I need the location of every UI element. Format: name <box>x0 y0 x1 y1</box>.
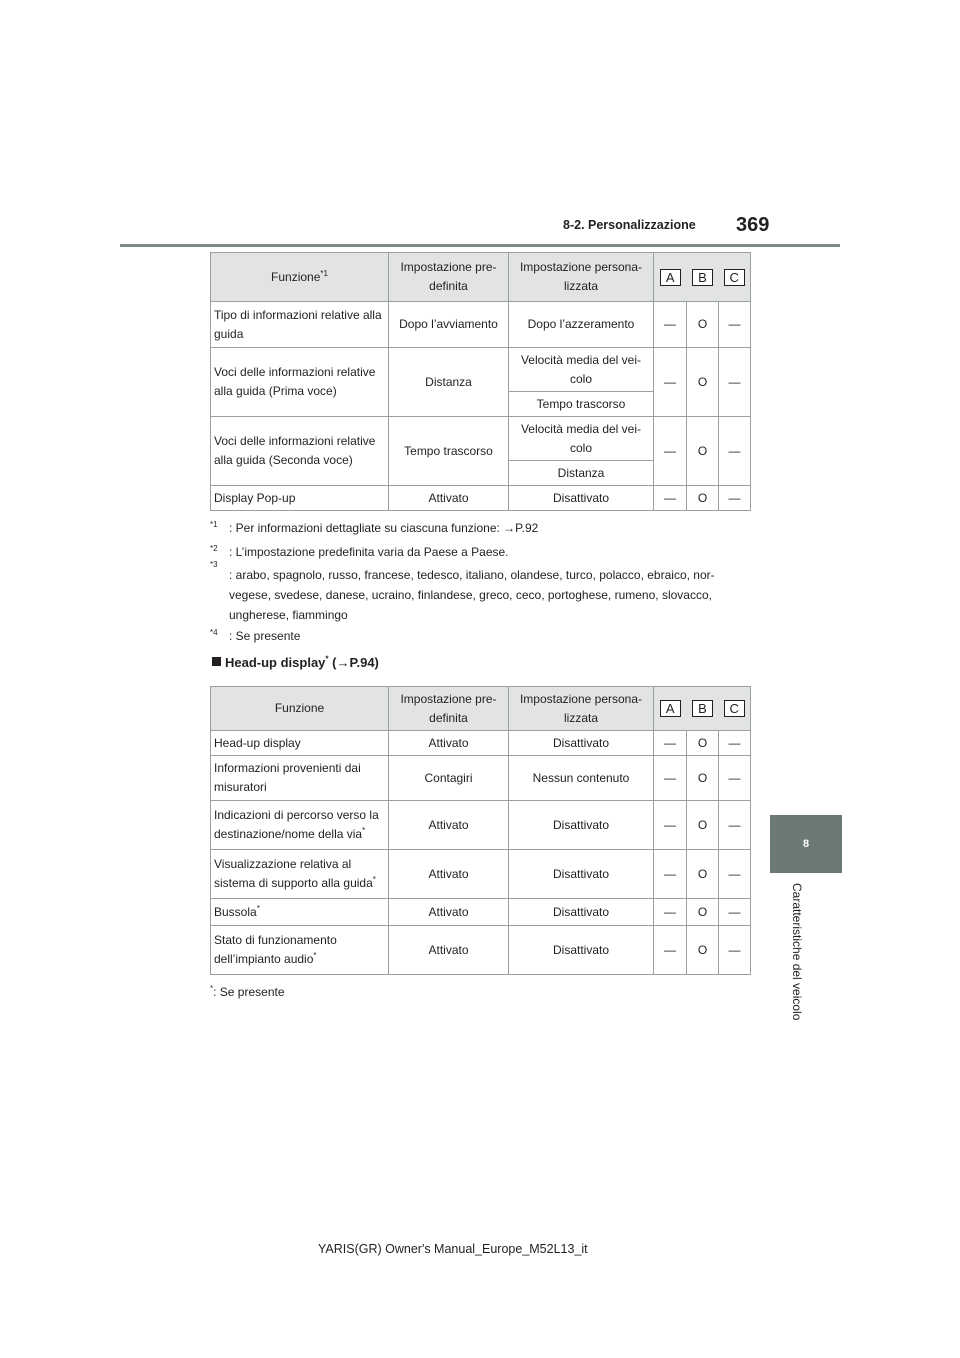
table-row: Tipo di informazioni relative alla guida Dopo l’avviamento Dopo l’azzeramento — O — <box>211 302 751 348</box>
footnote: $^{*3}$: arabo, spagnolo, russo, francese, tedesco, italiano, olandese, turco, polacco, ebraico, nor-vegese, svedese, danese, ucraino, finlandese, greco, ceco, portoghese, rumeno, slovacco, ungherese, fiammingo <box>210 560 715 622</box>
table-row: Voci delle informazioni relative alla guida (Prima voce) Distanza Velocità media del vei-colo — O — <box>211 348 751 392</box>
table-row: Informazioni provenienti dai misuratori Contagiri Nessun contenuto — O — <box>211 756 751 801</box>
settings-table-2 <box>210 686 751 975</box>
footnote: $^{*4}$ : Se presente <box>210 628 301 643</box>
column-header-a: A <box>654 253 687 302</box>
column-header-c: C <box>719 253 751 302</box>
table-row: Visualizzazione relativa al sistema di supporto alla guida* Attivato Disattivato — O — <box>211 850 751 899</box>
section-title: 8-2. Personalizzazione <box>563 218 696 232</box>
footnote: $^{*1}$ : Per informazioni dettagliate su ciascuna funzione: →P.92 <box>210 520 539 535</box>
page-footer: YARIS(GR) Owner's Manual_Europe_M52L13_it <box>318 1242 588 1256</box>
page-number: 369 <box>736 214 770 236</box>
column-header-custom: Impostazione persona-lizzata <box>509 253 654 302</box>
column-header-default: Impostazione pre-definita <box>389 687 509 731</box>
footnote: *: Se presente <box>210 984 285 999</box>
footnote: $^{*2}$ : L’impostazione predefinita varia da Paese a Paese. <box>210 544 509 559</box>
column-header-b: B <box>687 253 719 302</box>
column-header-c: C <box>719 687 751 731</box>
bullet-square-icon <box>212 657 221 666</box>
table-row: Indicazioni di percorso verso la destinazione/nome della via* Attivato Disattivato — O — <box>211 801 751 850</box>
column-header-a: A <box>654 687 687 731</box>
table-row: Tempo trascorso <box>211 392 751 417</box>
column-header-funzione: Funzione <box>211 687 389 731</box>
settings-table-1 <box>210 252 751 511</box>
column-header-funzione: Funzione$^{*1}$ <box>211 253 389 302</box>
section-subheading: Head-up display* (→P.94) <box>212 655 379 670</box>
chapter-label: Caratteristiche del veicolo <box>790 883 804 1021</box>
table-row: Stato di funzionamento dell’impianto audio* Attivato Disattivato — O — <box>211 926 751 975</box>
table-row: Bussola* Attivato Disattivato — O — <box>211 899 751 926</box>
chapter-tab: 8 <box>770 815 842 873</box>
table-row: Head-up display Attivato Disattivato — O — <box>211 731 751 756</box>
column-header-b: B <box>687 687 719 731</box>
column-header-custom: Impostazione persona-lizzata <box>509 687 654 731</box>
table-row: Display Pop-up Attivato Disattivato — O — <box>211 486 751 511</box>
table-row: Distanza <box>211 461 751 486</box>
column-header-default: Impostazione pre-definita <box>389 253 509 302</box>
header-rule <box>120 244 840 247</box>
table-row: Voci delle informazioni relative alla guida (Seconda voce) Tempo trascorso Velocità media del vei-colo — O — <box>211 417 751 461</box>
